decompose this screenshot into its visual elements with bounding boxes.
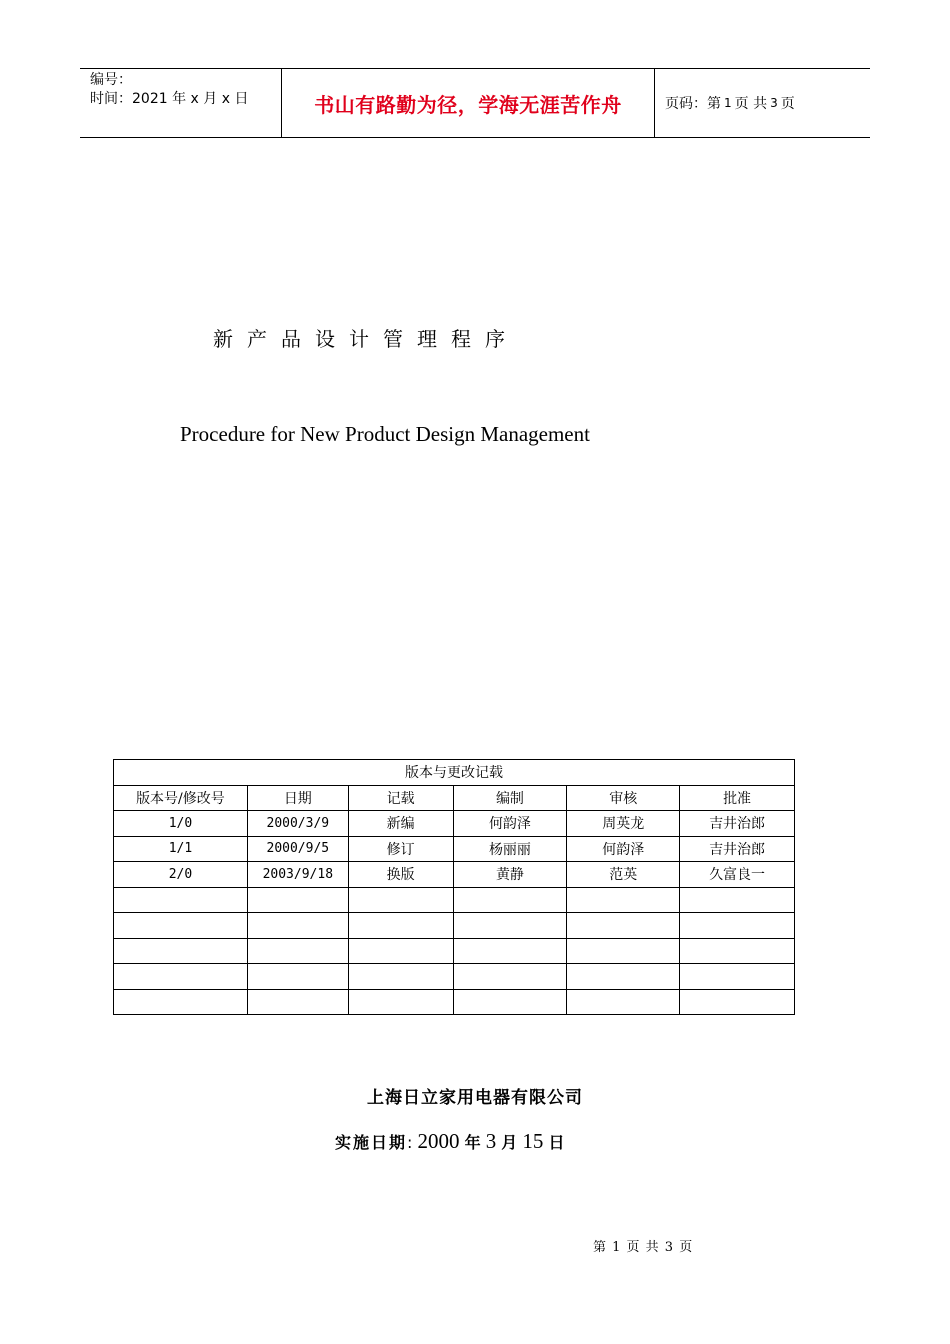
table-cell bbox=[453, 989, 567, 1015]
page-suffix: 页 bbox=[780, 96, 795, 112]
time-label: 时间：2021 年 x 月 x 日 bbox=[90, 91, 249, 107]
table-cell bbox=[680, 938, 795, 964]
column-header: 编制 bbox=[453, 785, 567, 811]
table-cell: 修订 bbox=[348, 836, 453, 862]
table-cell bbox=[680, 887, 795, 913]
year-unit: 年 bbox=[464, 1133, 481, 1152]
table-cell: 周英龙 bbox=[567, 811, 680, 837]
table-cell: 范英 bbox=[567, 862, 680, 888]
table-row bbox=[114, 938, 795, 964]
table-cell bbox=[247, 964, 348, 990]
column-header: 审核 bbox=[567, 785, 680, 811]
table-cell: 吉井治郎 bbox=[680, 836, 795, 862]
page-footer: 第 1 页 共 3 页 bbox=[593, 1240, 694, 1255]
implementation-year: 2000 bbox=[417, 1129, 460, 1153]
document-title-chinese: 新产品设计管理程序 bbox=[213, 327, 519, 351]
table-row bbox=[114, 836, 795, 862]
table-cell bbox=[114, 989, 248, 1015]
column-header: 批准 bbox=[680, 785, 795, 811]
table-cell bbox=[680, 989, 795, 1015]
day-unit: 日 bbox=[548, 1133, 565, 1152]
table-cell: 2000/9/5 bbox=[247, 836, 348, 862]
table-cell: 吉井治郎 bbox=[680, 811, 795, 837]
table-cell: 何韵泽 bbox=[453, 811, 567, 837]
table-row bbox=[114, 964, 795, 990]
table-caption: 版本与更改记载 bbox=[114, 760, 795, 786]
column-header: 记载 bbox=[348, 785, 453, 811]
header-page-number bbox=[665, 69, 795, 137]
table-cell bbox=[348, 989, 453, 1015]
table-cell bbox=[348, 938, 453, 964]
table-row bbox=[114, 811, 795, 837]
table-cell bbox=[114, 913, 248, 939]
table-cell bbox=[453, 887, 567, 913]
table-cell bbox=[348, 913, 453, 939]
table-cell: 黄静 bbox=[453, 862, 567, 888]
table-cell bbox=[567, 964, 680, 990]
implementation-day: 15 bbox=[522, 1129, 544, 1153]
header-motto: 书山有路勤为径，学海无涯苦作舟 bbox=[314, 92, 622, 117]
table-cell: 换版 bbox=[348, 862, 453, 888]
table-cell: 1/0 bbox=[114, 811, 248, 837]
table-cell: 2/0 bbox=[114, 862, 248, 888]
table-cell bbox=[247, 989, 348, 1015]
table-cell bbox=[247, 887, 348, 913]
table-cell bbox=[567, 989, 680, 1015]
table-cell: 1/1 bbox=[114, 836, 248, 862]
table-row bbox=[114, 862, 795, 888]
table-cell: 杨丽丽 bbox=[453, 836, 567, 862]
header-meta bbox=[90, 71, 280, 109]
implementation-month: 3 bbox=[485, 1129, 497, 1153]
number-label: 编号： bbox=[90, 72, 132, 88]
table-caption-row bbox=[114, 760, 795, 786]
table-cell bbox=[453, 913, 567, 939]
page-total: 3 bbox=[770, 96, 778, 110]
table-cell bbox=[567, 887, 680, 913]
document-header bbox=[80, 68, 870, 138]
table-cell bbox=[348, 964, 453, 990]
table-cell bbox=[567, 913, 680, 939]
table-row bbox=[114, 989, 795, 1015]
table-cell: 2000/3/9 bbox=[247, 811, 348, 837]
column-header: 版本号/修改号 bbox=[114, 785, 248, 811]
table-cell: 新编 bbox=[348, 811, 453, 837]
table-cell bbox=[114, 887, 248, 913]
table-row bbox=[114, 887, 795, 913]
table-cell bbox=[567, 938, 680, 964]
table-cell bbox=[247, 913, 348, 939]
table-cell bbox=[348, 887, 453, 913]
page-prefix: 页码：第 bbox=[665, 96, 721, 112]
table-cell bbox=[114, 964, 248, 990]
table-cell bbox=[114, 938, 248, 964]
implementation-colon: : bbox=[407, 1133, 413, 1152]
implementation-date bbox=[335, 1129, 565, 1154]
header-divider bbox=[654, 69, 655, 137]
table-cell: 久富良一 bbox=[680, 862, 795, 888]
table-header-row bbox=[114, 785, 795, 811]
table-cell bbox=[453, 938, 567, 964]
page-mid: 页 共 bbox=[734, 96, 768, 112]
table-row bbox=[114, 913, 795, 939]
table-cell bbox=[247, 938, 348, 964]
month-unit: 月 bbox=[501, 1133, 518, 1152]
page-current: 1 bbox=[724, 96, 732, 110]
revision-table bbox=[113, 759, 795, 1015]
table-cell bbox=[453, 964, 567, 990]
table-cell: 2003/9/18 bbox=[247, 862, 348, 888]
company-name: 上海日立家用电器有限公司 bbox=[367, 1088, 583, 1108]
implementation-label: 实施日期 bbox=[335, 1133, 408, 1152]
column-header: 日期 bbox=[247, 785, 348, 811]
table-cell bbox=[680, 964, 795, 990]
document-title-english: Procedure for New Product Design Management bbox=[180, 422, 590, 446]
table-cell bbox=[680, 913, 795, 939]
table-cell: 何韵泽 bbox=[567, 836, 680, 862]
